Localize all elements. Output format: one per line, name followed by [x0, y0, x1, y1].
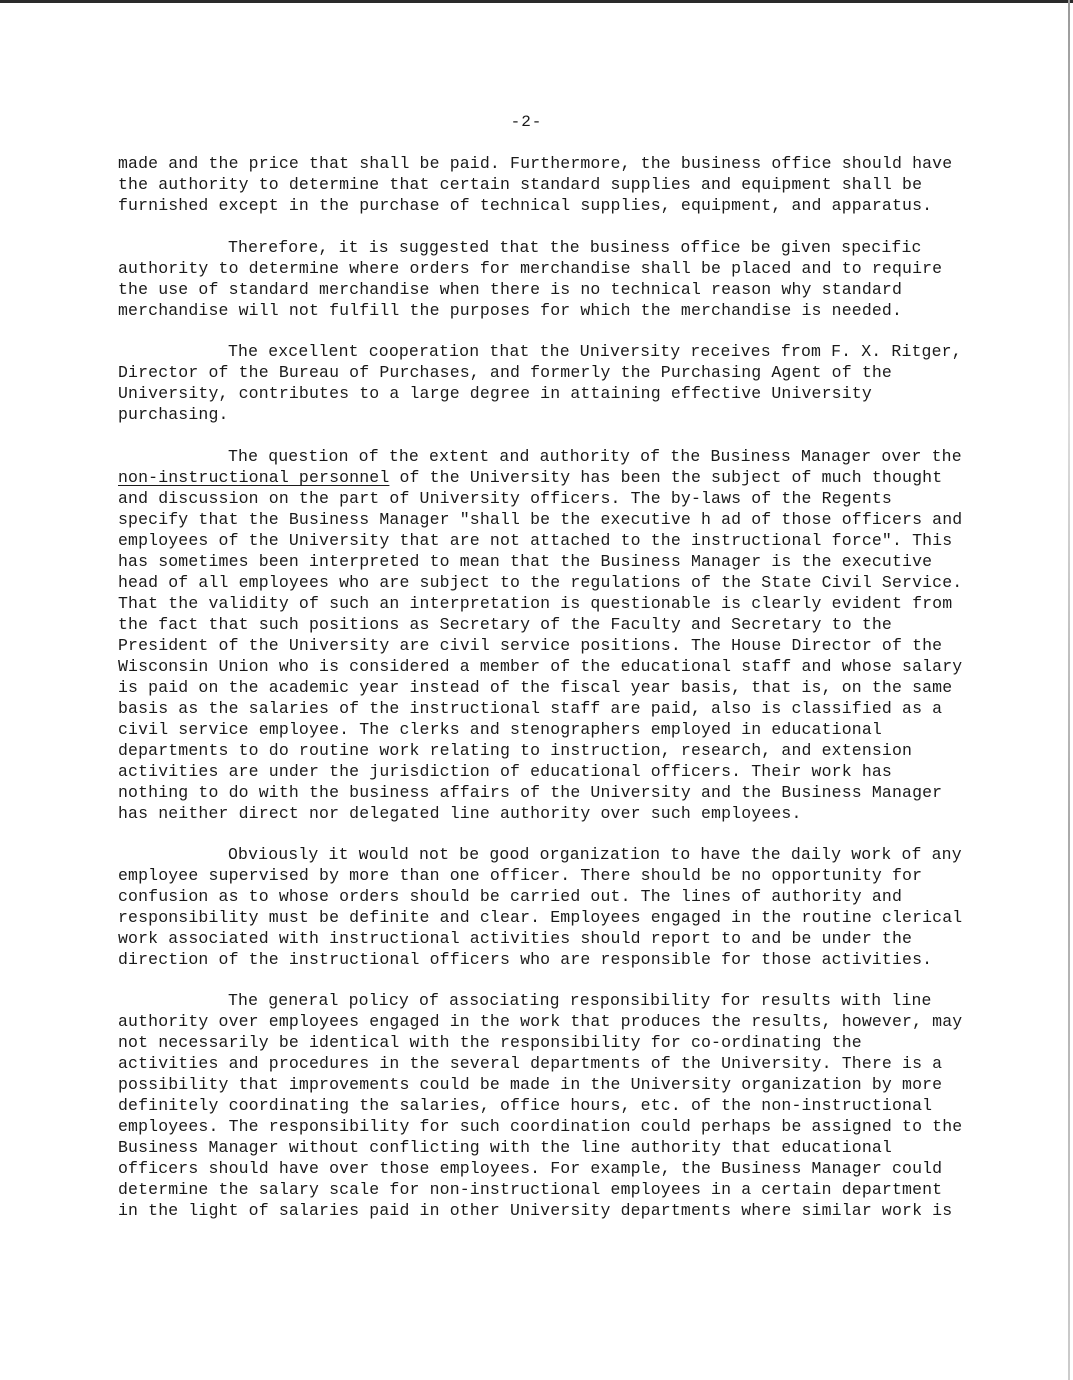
top-edge-rule [0, 0, 1073, 3]
paragraph-continuation: made and the price that shall be paid. Furthermore, the business office should have the authority to determine that certain standard supplies and equipment shall be furnished except in the purchase of technical supplies, equipment, and apparatus. [118, 154, 953, 215]
paragraph-supervision: Obviously it would not be good organization to have the daily work of any employee supervised by more than one officer. There should be no opportunity for confusion as to whose orders should be carried out. The lines of authority and responsibility must be definite and clear. Employees engaged in the routine clerical work associated with instructional activities should report to and be under the direction of the instructional officers who are responsible for those activities. [118, 845, 963, 969]
page-edge-shadow [1068, 0, 1070, 1380]
paragraph-purchasing-cooperation: The excellent cooperation that the University receives from F. X. Ritger, Director of the Bureau of Purchases, and formerly the Purchasing Agent of the University, contributes to a large degree in attaining effective University purchasing. [118, 342, 962, 424]
document-body [118, 153, 968, 1241]
paragraph-text-segment: The question of the extent and authority of the Business Manager over the [228, 447, 962, 466]
page-number: -2- [510, 113, 543, 131]
paragraph-business-office-authority: Therefore, it is suggested that the business office be given specific authority to determine where orders for merchandise shall be placed and to require the use of standard merchandise when there is no technical reason why standard merchandise will not fulfill the purposes for which the merchandise is needed. [118, 238, 943, 320]
paragraph-non-instructional-personnel [118, 446, 968, 824]
underlined-phrase: non-instructional personnel [118, 468, 390, 487]
paragraph-text-segment: of the University has been the subject of much thought and discussion on the part of University officers. The by-laws of the Regents specify that the Business Manager "shall be the executive h ad of those officers and employees of the University that are not attached to the instructional force". This has sometimes been interpreted to mean that the Business Manager is the executive head of all employees who are subject to the regulations of the State Civil Service. That the validity of such an interpretation is questionable is clearly evident from the fact that such positions as Secretary of the Faculty and Secretary to the President of the University are civil service positions. The House Director of the Wisconsin Union who is considered a member of the educational staff and whose salary is paid on the academic year instead of the fiscal year basis, that is, on the same basis as the salaries of the instructional staff are paid, also is classified as a civil service employee. The clerks and stenographers employed in educational departments to do routine work relating to instruction, research, and extension activities are under the jurisdiction of educational officers. Their work has nothing to do with the business affairs of the University and the Business Manager has neither direct nor delegated line authority over such employees. [118, 468, 963, 823]
paragraph-general-policy: The general policy of associating responsibility for results with line authority over employees engaged in the work that produces the results, however, may not necessarily be identical with the responsibility for co-ordinating the activities and procedures in the several departments of the University. There is a possibility that improvements could be made in the University organization by more definitely coordinating the salaries, office hours, etc. of the non-instructional employees. The responsibility for such coordination could perhaps be assigned to the Business Manager without conflicting with the line authority that educational officers should have over those employees. For example, the Business Manager could determine the salary scale for non-instructional employees in a certain department in the light of salaries paid in other University departments where similar work is [118, 991, 963, 1220]
